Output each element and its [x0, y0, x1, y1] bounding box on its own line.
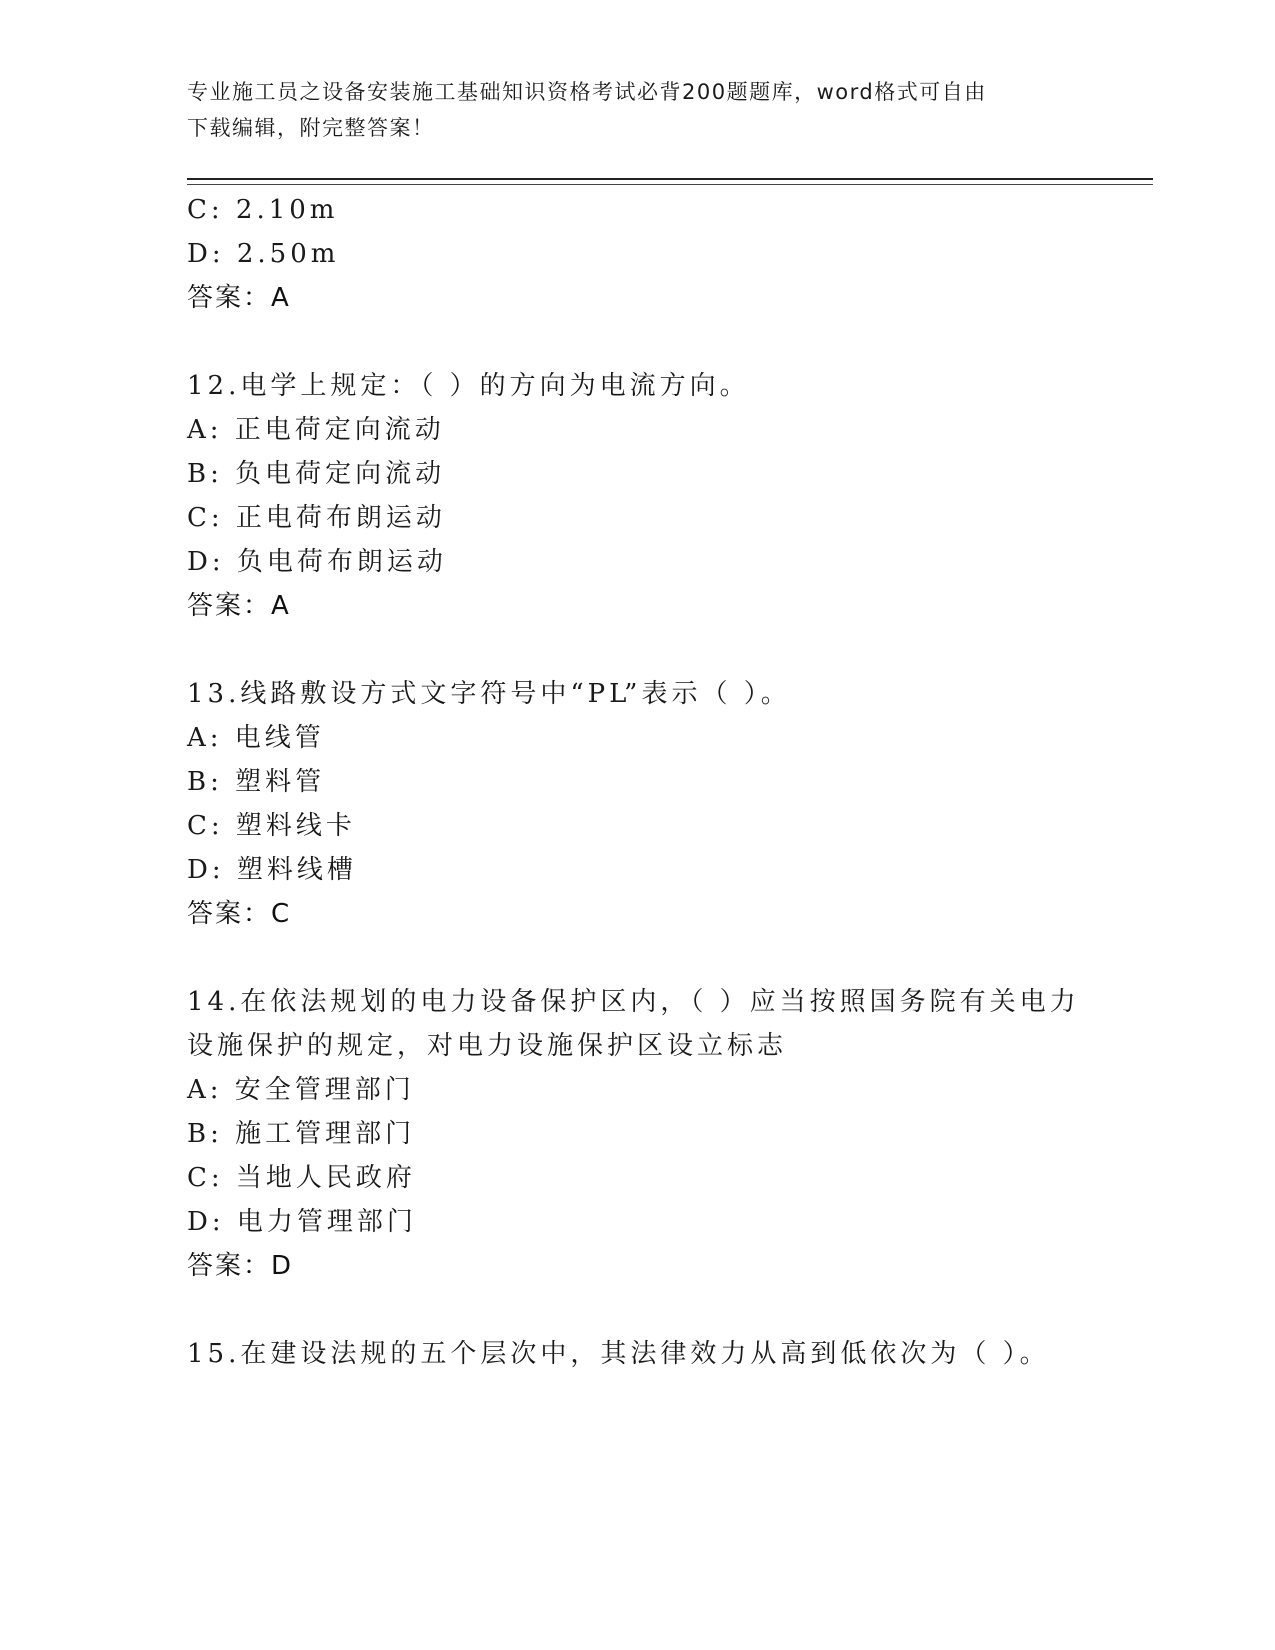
q14-option-d: D: 电力管理部门	[187, 1207, 417, 1237]
q12-option-d: D: 负电荷布朗运动	[187, 547, 447, 577]
q12-option-a: A: 正电荷定向流动	[187, 415, 445, 445]
header-line-1: 专业施工员之设备安装施工基础知识资格考试必背200题题库，word格式可自由	[187, 80, 987, 104]
prev-answer: 答案：A	[187, 283, 291, 313]
q13-option-d: D: 塑料线槽	[187, 855, 357, 885]
q14-option-c: C: 当地人民政府	[187, 1163, 416, 1193]
q15-stem: 15.在建设法规的五个层次中，其法律效力从高到低依次为（ ）。	[187, 1339, 1050, 1369]
q13-option-a: A: 电线管	[187, 723, 325, 753]
document-header	[187, 74, 1067, 146]
q13-answer: 答案：C	[187, 899, 292, 929]
prev-option-d: D: 2.50m	[187, 239, 340, 269]
q14-stem-line-2: 设施保护的规定，对电力设施保护区设立标志	[187, 1031, 788, 1061]
q14-option-b: B: 施工管理部门	[187, 1119, 416, 1149]
q14-option-a: A: 安全管理部门	[187, 1075, 415, 1105]
prev-option-c: C: 2.10m	[187, 195, 339, 225]
q14-stem-line-1: 14.在依法规划的电力设备保护区内，（ ）应当按照国务院有关电力	[187, 987, 1080, 1017]
q13-stem: 13.线路敷设方式文字符号中“PL”表示（ ）。	[187, 679, 791, 709]
q12-stem: 12.电学上规定：（ ）的方向为电流方向。	[187, 371, 750, 401]
q12-option-c: C: 正电荷布朗运动	[187, 503, 446, 533]
q12-option-b: B: 负电荷定向流动	[187, 459, 446, 489]
q14-answer: 答案：D	[187, 1251, 294, 1281]
header-line-2: 下载编辑，附完整答案！	[187, 116, 435, 140]
header-divider-thick	[187, 178, 1153, 180]
q12-answer: 答案：A	[187, 591, 291, 621]
q13-option-b: B: 塑料管	[187, 767, 326, 797]
q13-option-c: C: 塑料线卡	[187, 811, 356, 841]
header-divider-thin	[187, 184, 1153, 185]
